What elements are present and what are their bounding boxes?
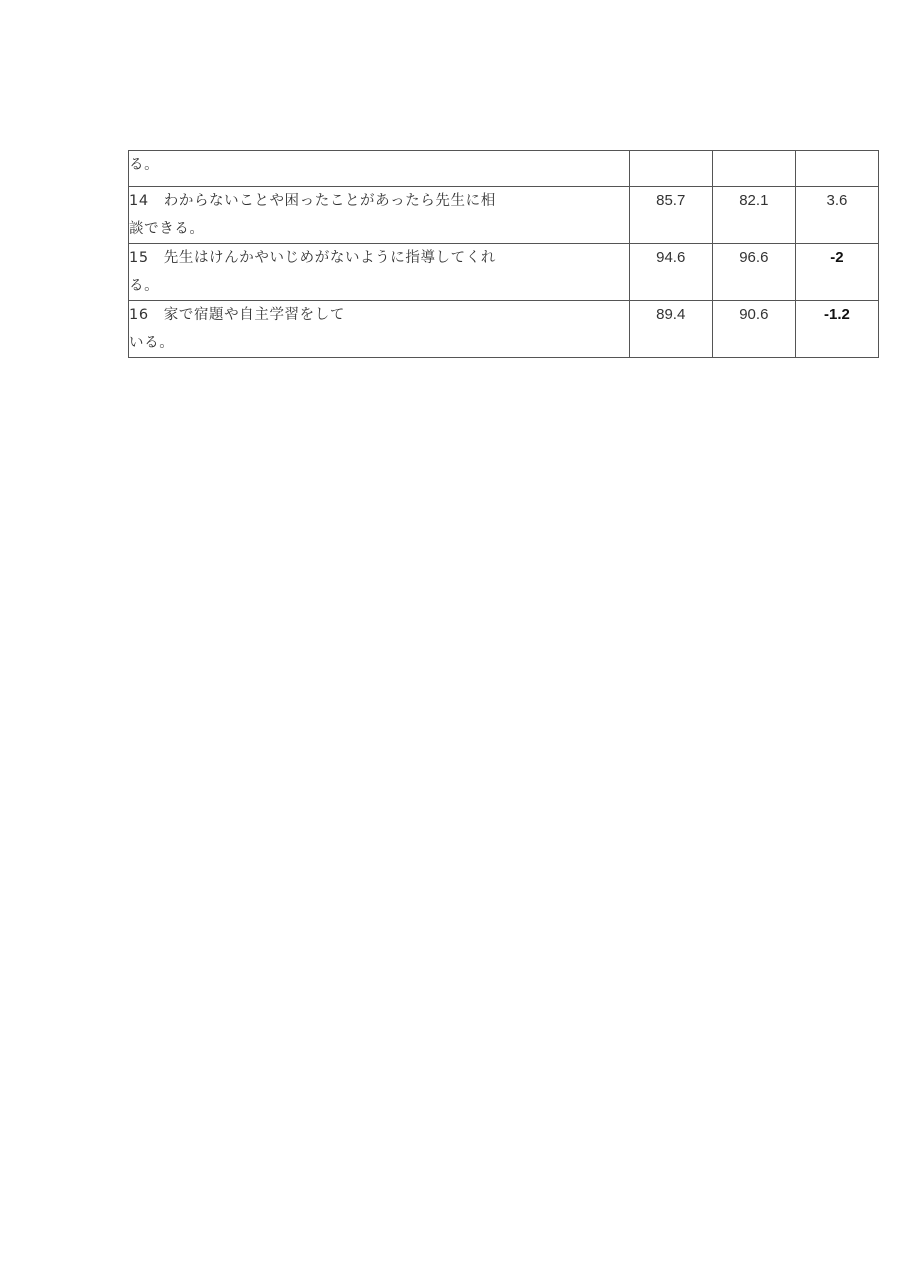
value-b-cell: 90.6 (712, 301, 795, 358)
difference-cell: -1.2 (795, 301, 878, 358)
table-row (129, 244, 879, 301)
value-b-cell (712, 151, 795, 187)
difference-cell (795, 151, 878, 187)
value-a-cell: 94.6 (629, 244, 712, 301)
table-row (129, 187, 879, 244)
item-text-cell: 16 家で宿題や自主学習をして いる。 (129, 301, 630, 358)
value-b-cell: 96.6 (712, 244, 795, 301)
value-b-cell: 82.1 (712, 187, 795, 244)
value-a-cell: 85.7 (629, 187, 712, 244)
value-a-cell: 89.4 (629, 301, 712, 358)
item-text-cell: 14 わからないことや困ったことがあったら先生に相 談できる。 (129, 187, 630, 244)
item-text-cell: る。 (129, 151, 630, 187)
difference-cell: 3.6 (795, 187, 878, 244)
difference-cell: -2 (795, 244, 878, 301)
survey-results-table (128, 150, 879, 358)
item-text-cell: 15 先生はけんかやいじめがないように指導してくれ る。 (129, 244, 630, 301)
table-row (129, 301, 879, 358)
value-a-cell (629, 151, 712, 187)
table-row (129, 151, 879, 187)
